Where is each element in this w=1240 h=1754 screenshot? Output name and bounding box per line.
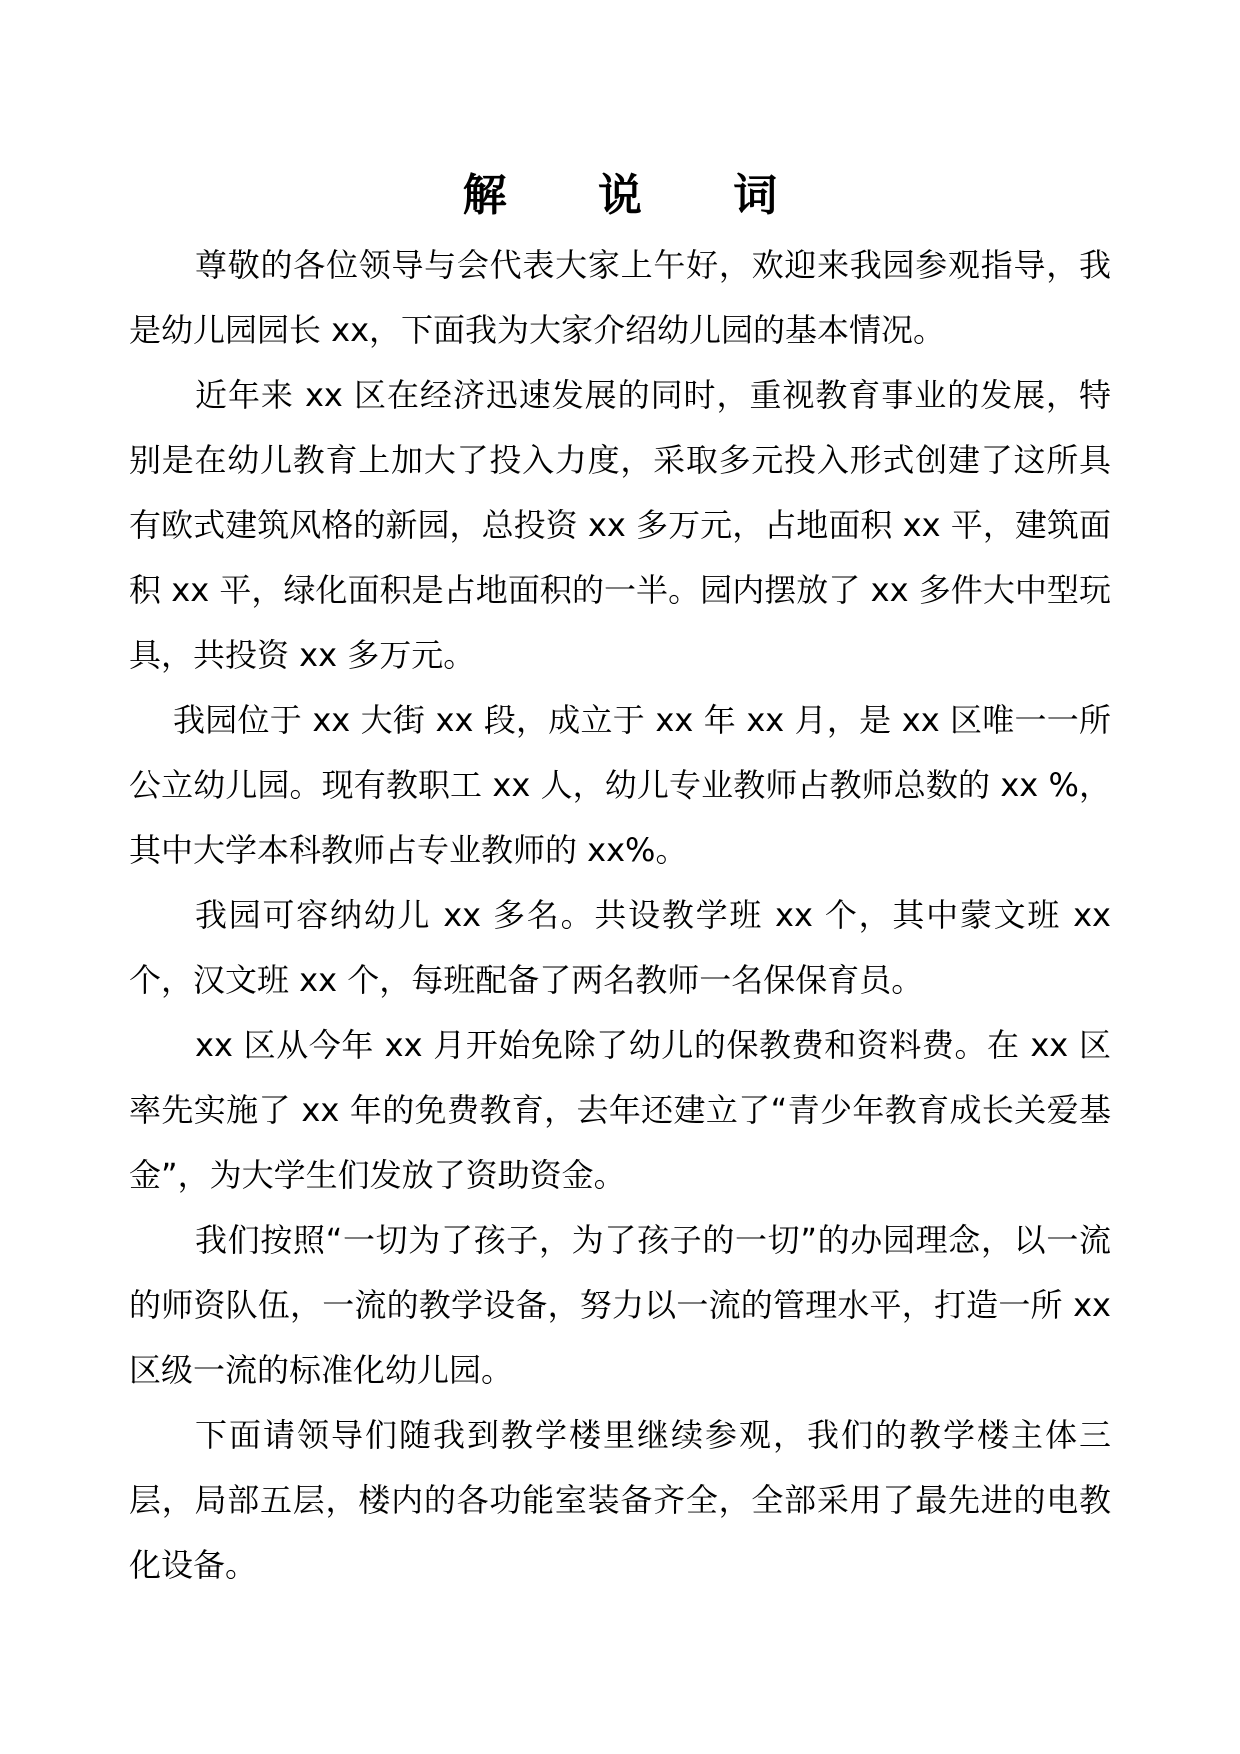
paragraph-teaching-building: 下面请领导们随我到教学楼里继续参观，我们的教学楼主体三层，局部五层，楼内的各功能室装备齐全，全部采用了最先进的电教化设备。: [129, 1416, 1111, 1584]
paragraph-investment: 近年来 xx 区在经济迅速发展的同时，重视教育事业的发展，特别是在幼儿教育上加大了投入力度，采取多元投入形式创建了这所具有欧式建筑风格的新园，总投资 xx 多万元，占地面积 xx 平，建筑面积 xx 平，绿化面积是占地面积的一半。园内摆放了 xx 多件大中型玩具，共投资 xx 多万元。: [129, 376, 1111, 674]
paragraph-classes: 我园可容纳幼儿 xx 多名。共设教学班 xx 个，其中蒙文班 xx 个，汉文班 xx 个，每班配备了两名教师一名保保育员。: [129, 896, 1111, 999]
document-body: [129, 233, 1111, 1598]
document-title: 解 说 词: [462, 170, 816, 221]
paragraph-greeting: 尊敬的各位领导与会代表大家上午好，欢迎来我园参观指导，我是幼儿园园长 xx，下面我为大家介绍幼儿园的基本情况。: [129, 246, 1111, 349]
paragraph-free-education: xx 区从今年 xx 月开始免除了幼儿的保教费和资料费。在 xx 区率先实施了 xx 年的免费教育，去年还建立了“青少年教育成长关爱基金”，为大学生们发放了资助资金。: [129, 1026, 1111, 1194]
paragraph-location-staff: 我园位于 xx 大街 xx 段，成立于 xx 年 xx 月，是 xx 区唯一一所公立幼儿园。现有教职工 xx 人，幼儿专业教师占教师总数的 xx %，其中大学本科教师占专业教师的 xx%。: [129, 701, 1111, 869]
paragraph-philosophy: 我们按照“一切为了孩子，为了孩子的一切”的办园理念，以一流的师资队伍，一流的教学设备，努力以一流的管理水平，打造一所 xx 区级一流的标准化幼儿园。: [129, 1221, 1111, 1389]
